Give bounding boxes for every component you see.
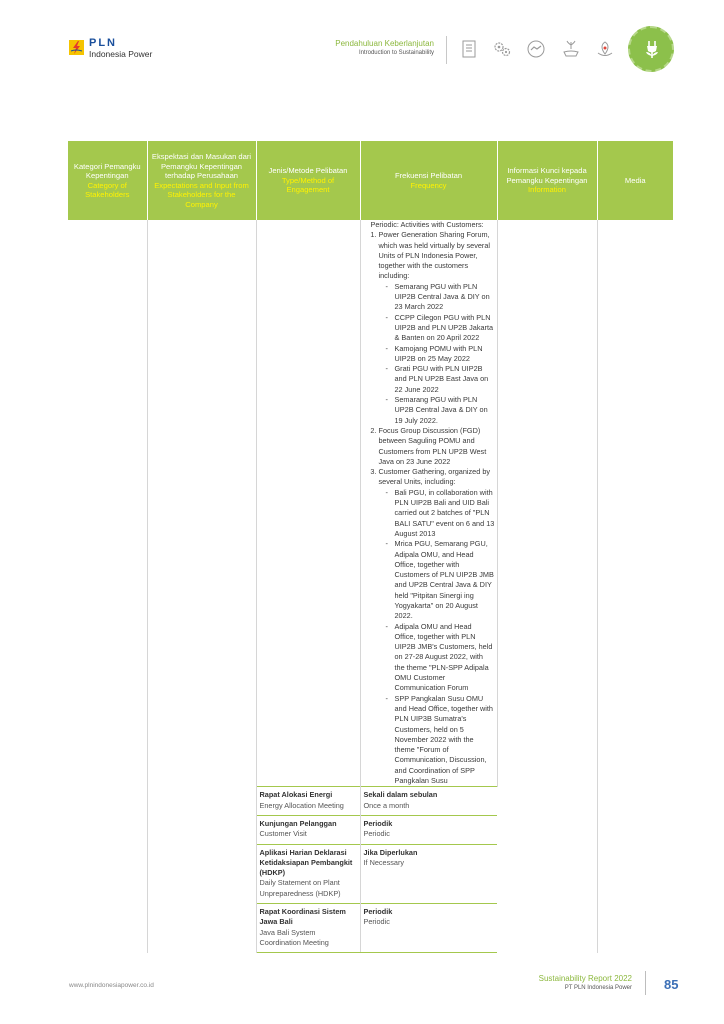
frequency-cell: Periodik Periodic (360, 904, 497, 953)
header-media: Media (597, 141, 673, 220)
handshake-icon[interactable] (525, 38, 547, 60)
frequency-cell (360, 220, 497, 787)
report-title: Sustainability Report 2022 (538, 974, 632, 983)
activity-list (363, 230, 495, 786)
method-cell: Aplikasi Harian Deklarasi Ketidaksiapan Pembangkit (HDKP) Daily Statement on Plant Unpreparedness (HDKP) (256, 844, 360, 903)
hand-plant-icon[interactable] (560, 38, 582, 60)
section-header (335, 39, 434, 58)
list-item: - SPP Pangkalan Susu OMU and Head Office, together with PLN UIP3B Sumatra's Customers, held on 5 November 2022 with the theme "Forum of Communication, Discussion, and Coordination of SPP Pangkalan Susu (389, 694, 495, 787)
document-icon[interactable] (458, 38, 480, 60)
section-title-id: Pendahuluan Keberlanjutan (335, 39, 434, 48)
gears-icon[interactable] (491, 38, 513, 60)
information-cell (497, 220, 597, 953)
frequency-cell: Jika Diperlukan If Necessary (360, 844, 497, 903)
page-number: 85 (664, 977, 679, 992)
footer-report-info (539, 974, 632, 993)
list-item: - Semarang PGU with PLN UP2B Central Java & DIY on 19 July 2022. (389, 395, 495, 426)
list-item: 3. Customer Gathering, organized by several Units, including: - Bali PGU, in collaboration with PLN UIP2B Bali and UID Bali carried out 2 batches of "PLN BALI SATU" event on 6 and 13 August 2013 - Mrica PGU, Semarang PGU, Adipala OMU, and Head Office, together with Customers of PLN UIP2B JMB and UP2B Central Java & DIY held "Pitpitan Sinergi ing Yogyakarta" on 20 August 2022. - Adipala OMU and Head Office, together with PLN UIP2B JMB's Customers, held on 27-28 August 2022, with the theme "PLN-SPP Adipala OMU Customer Communication Forum - SPP Pangkalan Susu OMU and Head Office, together with PLN UIP3B Sumatra's Customers, held on 5 November 2022 with the theme "Forum of Communication, Discussion, and Coordination of SPP Pangkalan Susu (379, 467, 495, 786)
list-item: - Kamojang POMU with PLN UIP2B on 25 May 2022 (389, 344, 495, 365)
table-row (68, 220, 673, 787)
method-cell (256, 220, 360, 787)
method-cell: Kunjungan Pelanggan Customer Visit (256, 815, 360, 844)
expectations-cell (147, 220, 256, 953)
header-frequency: Frekuensi Pelibatan Frequency (360, 141, 497, 220)
header-method: Jenis/Metode Pelibatan Type/Method of Engagement (256, 141, 360, 220)
header-divider (446, 36, 447, 64)
table-header-row (68, 141, 673, 220)
stakeholder-engagement-table (68, 141, 673, 953)
list-item: - Mrica PGU, Semarang PGU, Adipala OMU, and Head Office, together with Customers of PLN UIP2B JMB and UP2B Central Java & DIY held "Pitpitan Sinergi ing Yogyakarta" on 20 August 2022. (389, 539, 495, 621)
pln-bolt-icon (69, 40, 84, 55)
header-information: Informasi Kunci kepada Pemangku Kepentingan Information (497, 141, 597, 220)
footer-divider (645, 971, 646, 995)
list-item: - Bali PGU, in collaboration with PLN UIP2B Bali and UID Bali carried out 2 batches of "PLN BALI SATU" event on 6 and 13 August 2013 (389, 488, 495, 539)
frequency-cell: Sekali dalam sebulan Once a month (360, 787, 497, 816)
method-cell: Rapat Koordinasi Sistem Jawa Bali Java Bali System Coordination Meeting (256, 904, 360, 953)
category-cell (68, 220, 147, 953)
list-item: 2. Focus Group Discussion (FGD) between Saguling POMU and Customers from PLN UP2B West Java on 23 June 2022 (379, 426, 495, 467)
media-cell (597, 220, 673, 953)
header-expectations: Ekspektasi dan Masukan dari Pemangku Kepentingan terhadap Perusahaan Expectations and Input from Stakeholders for the Company (147, 141, 256, 220)
website-link[interactable]: www.plnindonesiapower.co.id (69, 982, 154, 989)
list-item: 1. Power Generation Sharing Forum, which was held virtually by several Units of PLN Indonesia Power, together with the customers including: - Semarang PGU with PLN UIP2B Central Java & DIY on 23 March 2022 - CCPP Cilegon PGU with PLN UIP2B and PLN UP2B Jakarta & Banten on 20 April 2022 - Kamojang POMU with PLN UIP2B on 25 May 2022 - Grati PGU with PLN UIP2B and PLN UP2B East Java on 22 June 2022 - Semarang PGU with PLN UP2B Central Java & DIY on 19 July 2022. (379, 230, 495, 426)
brand-name: PLN (89, 37, 117, 49)
frequency-intro: Periodic: Activities with Customers: (370, 220, 484, 229)
eco-plug-icon[interactable] (628, 26, 674, 72)
list-item: - CCPP Cilegon PGU with PLN UIP2B and PLN UP2B Jakarta & Banten on 20 April 2022 (389, 313, 495, 344)
section-title-en: Introduction to Sustainability (358, 50, 434, 56)
list-item: - Grati PGU with PLN UIP2B and PLN UP2B East Java on 22 June 2022 (389, 364, 495, 395)
list-item: - Adipala OMU and Head Office, together with PLN UIP2B JMB's Customers, held on 27-28 August 2022, with the theme "PLN-SPP Adipala OMU Customer Communication Forum (389, 622, 495, 694)
leaf-hand-icon[interactable] (594, 38, 616, 60)
frequency-cell: Periodik Periodic (360, 815, 497, 844)
list-item: - Semarang PGU with PLN UIP2B Central Java & DIY on 23 March 2022 (389, 282, 495, 313)
brand-sub: Indonesia Power (89, 49, 153, 59)
header-category: Kategori Pemangku Kepentingan Category of Stakeholders (68, 141, 147, 220)
method-cell: Rapat Alokasi Energi Energy Allocation Meeting (256, 787, 360, 816)
company-name: PT PLN Indonesia Power (564, 985, 632, 991)
